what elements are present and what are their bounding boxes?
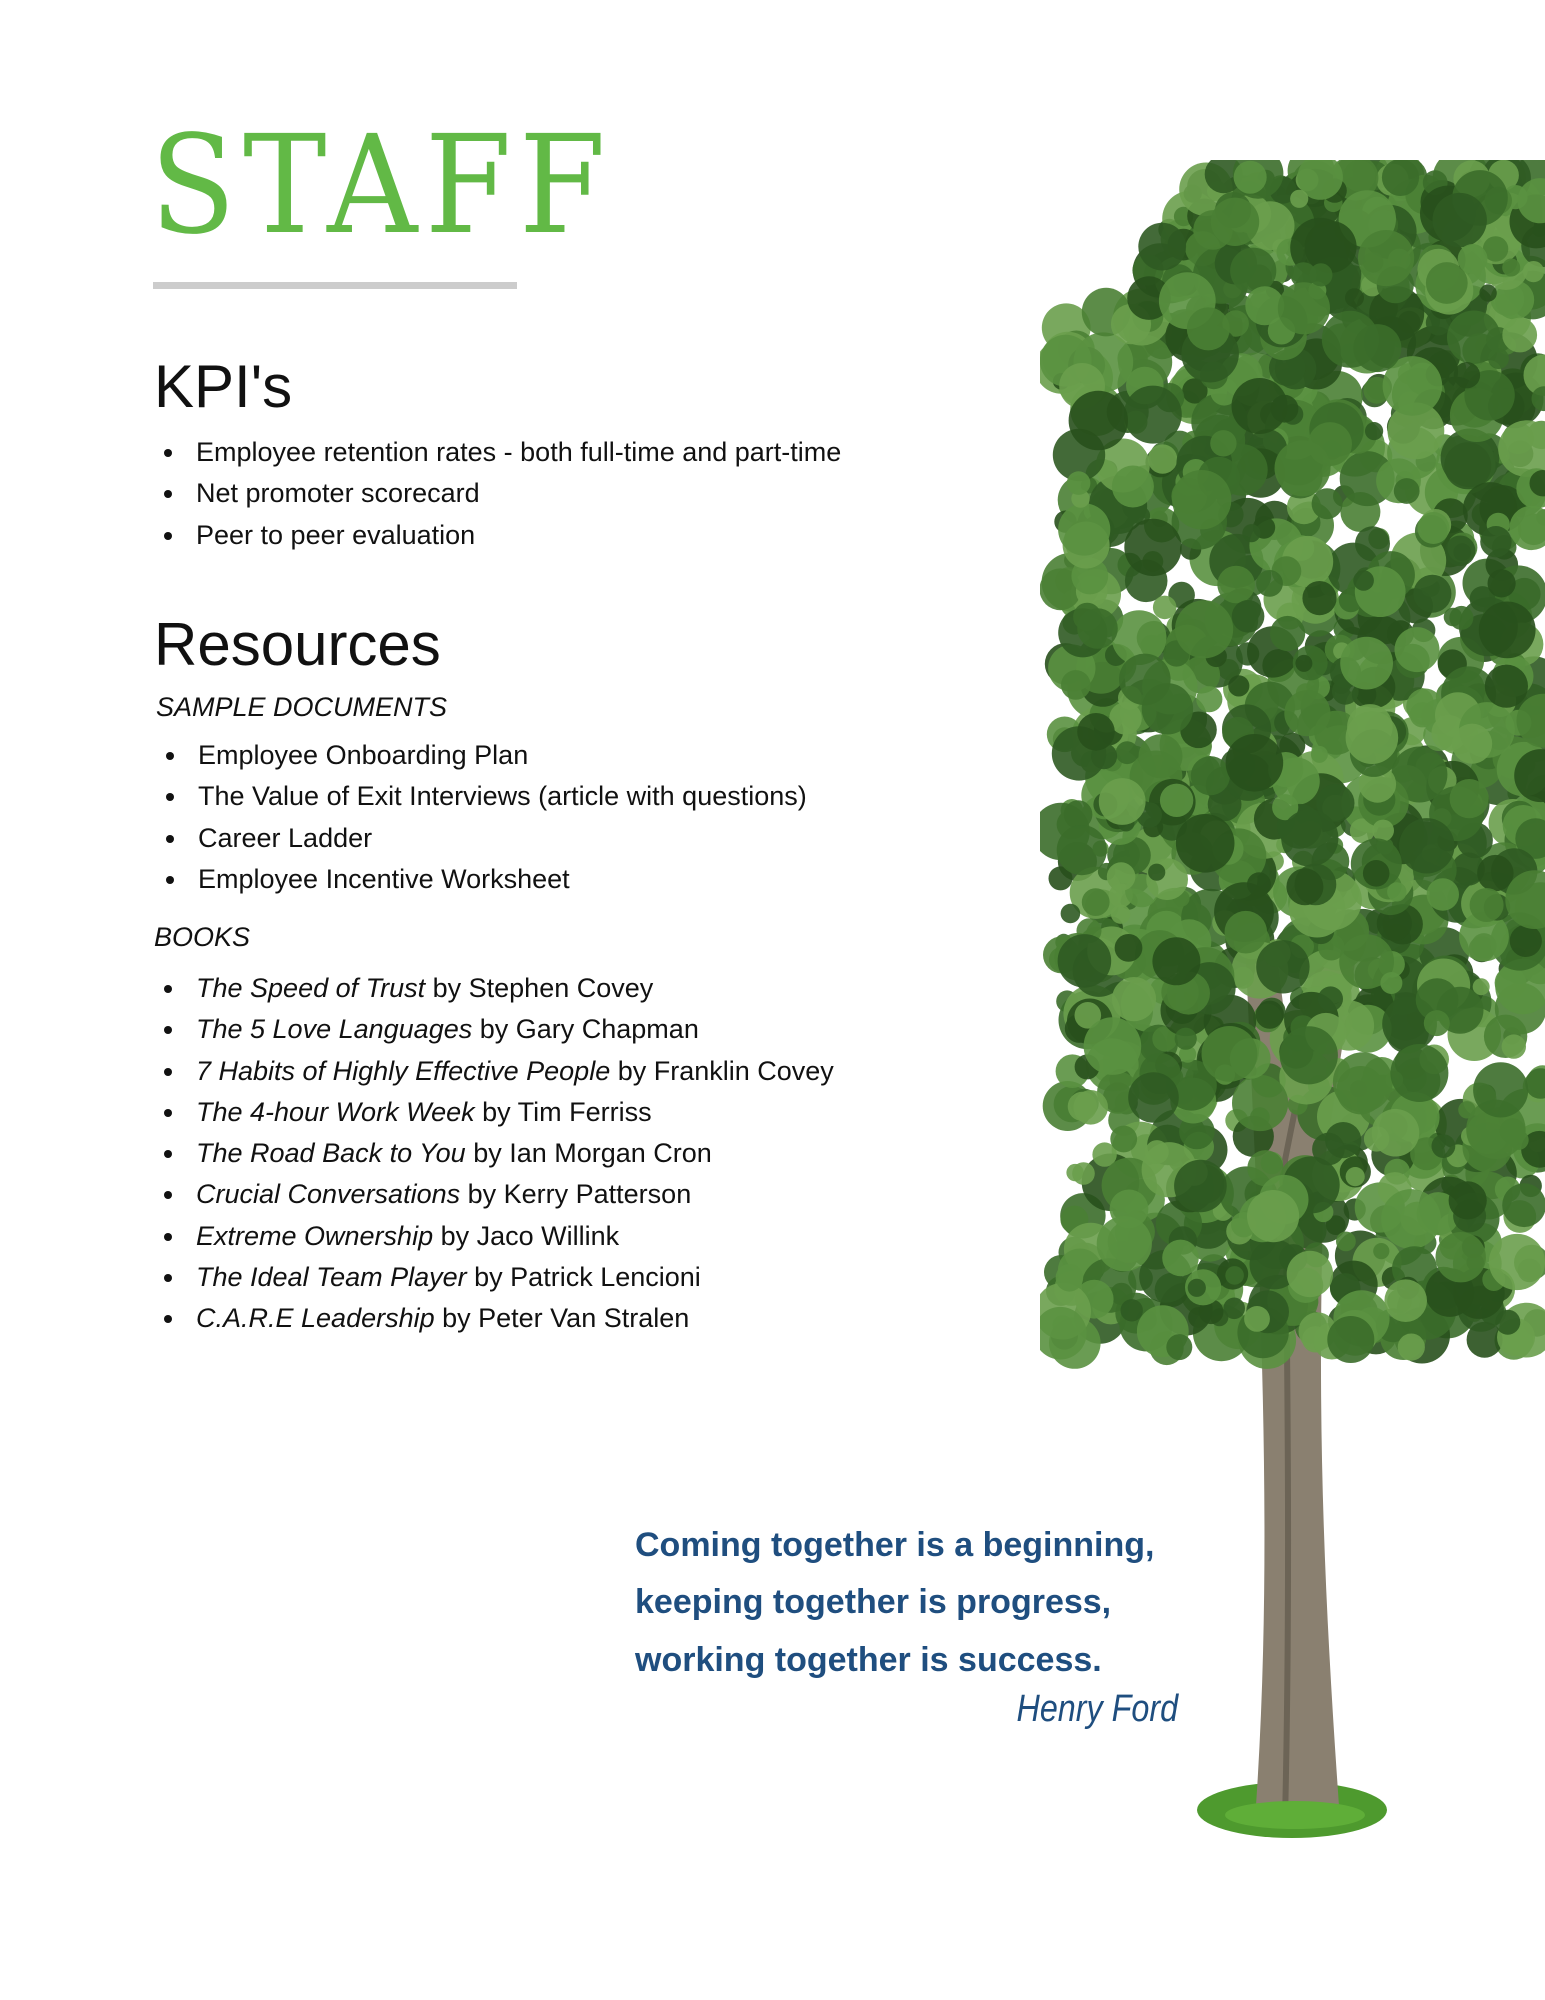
bullet-icon [164, 1191, 172, 1199]
quote-line: keeping together is progress, [635, 1583, 1112, 1621]
list-item: Employee Incentive Worksheet [158, 859, 807, 900]
bullet-icon [166, 793, 174, 801]
book-item: The Ideal Team Player by Patrick Lencioni [156, 1257, 834, 1298]
bullet-icon [164, 1150, 172, 1158]
bullet-icon [164, 1274, 172, 1282]
list-item: The Value of Exit Interviews (article with questions) [158, 776, 807, 817]
bullet-icon [166, 835, 174, 843]
bullet-icon [164, 1109, 172, 1117]
title-divider [153, 282, 517, 289]
bullet-icon [166, 752, 174, 760]
kpi-list [156, 432, 841, 556]
book-item: 7 Habits of Highly Effective People by Franklin Covey [156, 1051, 834, 1092]
quote-author: Henry Ford [1016, 1688, 1178, 1730]
list-item: Net promoter scorecard [156, 473, 841, 514]
bullet-icon [164, 1026, 172, 1034]
list-item: Employee retention rates - both full-time and part-time [156, 432, 841, 473]
sample-documents-list [158, 735, 807, 900]
list-item: Peer to peer evaluation [156, 515, 841, 556]
bullet-icon [166, 876, 174, 884]
book-item: Crucial Conversations by Kerry Patterson [156, 1174, 834, 1215]
bullet-icon [164, 1068, 172, 1076]
book-item: The Speed of Trust by Stephen Covey [156, 968, 834, 1009]
list-item: Career Ladder [158, 818, 807, 859]
quote-line: working together is success. [635, 1641, 1102, 1679]
book-item: Extreme Ownership by Jaco Willink [156, 1216, 834, 1257]
resources-heading: Resources [154, 611, 441, 678]
tree-image [1040, 160, 1545, 1860]
book-item: The 4-hour Work Week by Tim Ferriss [156, 1092, 834, 1133]
book-item: C.A.R.E Leadership by Peter Van Stralen [156, 1298, 834, 1339]
book-item: The 5 Love Languages by Gary Chapman [156, 1009, 834, 1050]
quote-line: Coming together is a beginning, [635, 1526, 1155, 1564]
page-title: STAFF [150, 107, 614, 265]
sample-documents-label: SAMPLE DOCUMENTS [156, 692, 448, 722]
bullet-icon [164, 1315, 172, 1323]
bullet-icon [164, 532, 172, 540]
list-item: Employee Onboarding Plan [158, 735, 807, 776]
books-list [156, 968, 834, 1340]
bullet-icon [164, 490, 172, 498]
kpis-heading: KPI's [154, 353, 293, 420]
bullet-icon [164, 985, 172, 993]
bullet-icon [164, 1233, 172, 1241]
book-item: The Road Back to You by Ian Morgan Cron [156, 1133, 834, 1174]
books-label: BOOKS [154, 922, 251, 952]
bullet-icon [164, 449, 172, 457]
